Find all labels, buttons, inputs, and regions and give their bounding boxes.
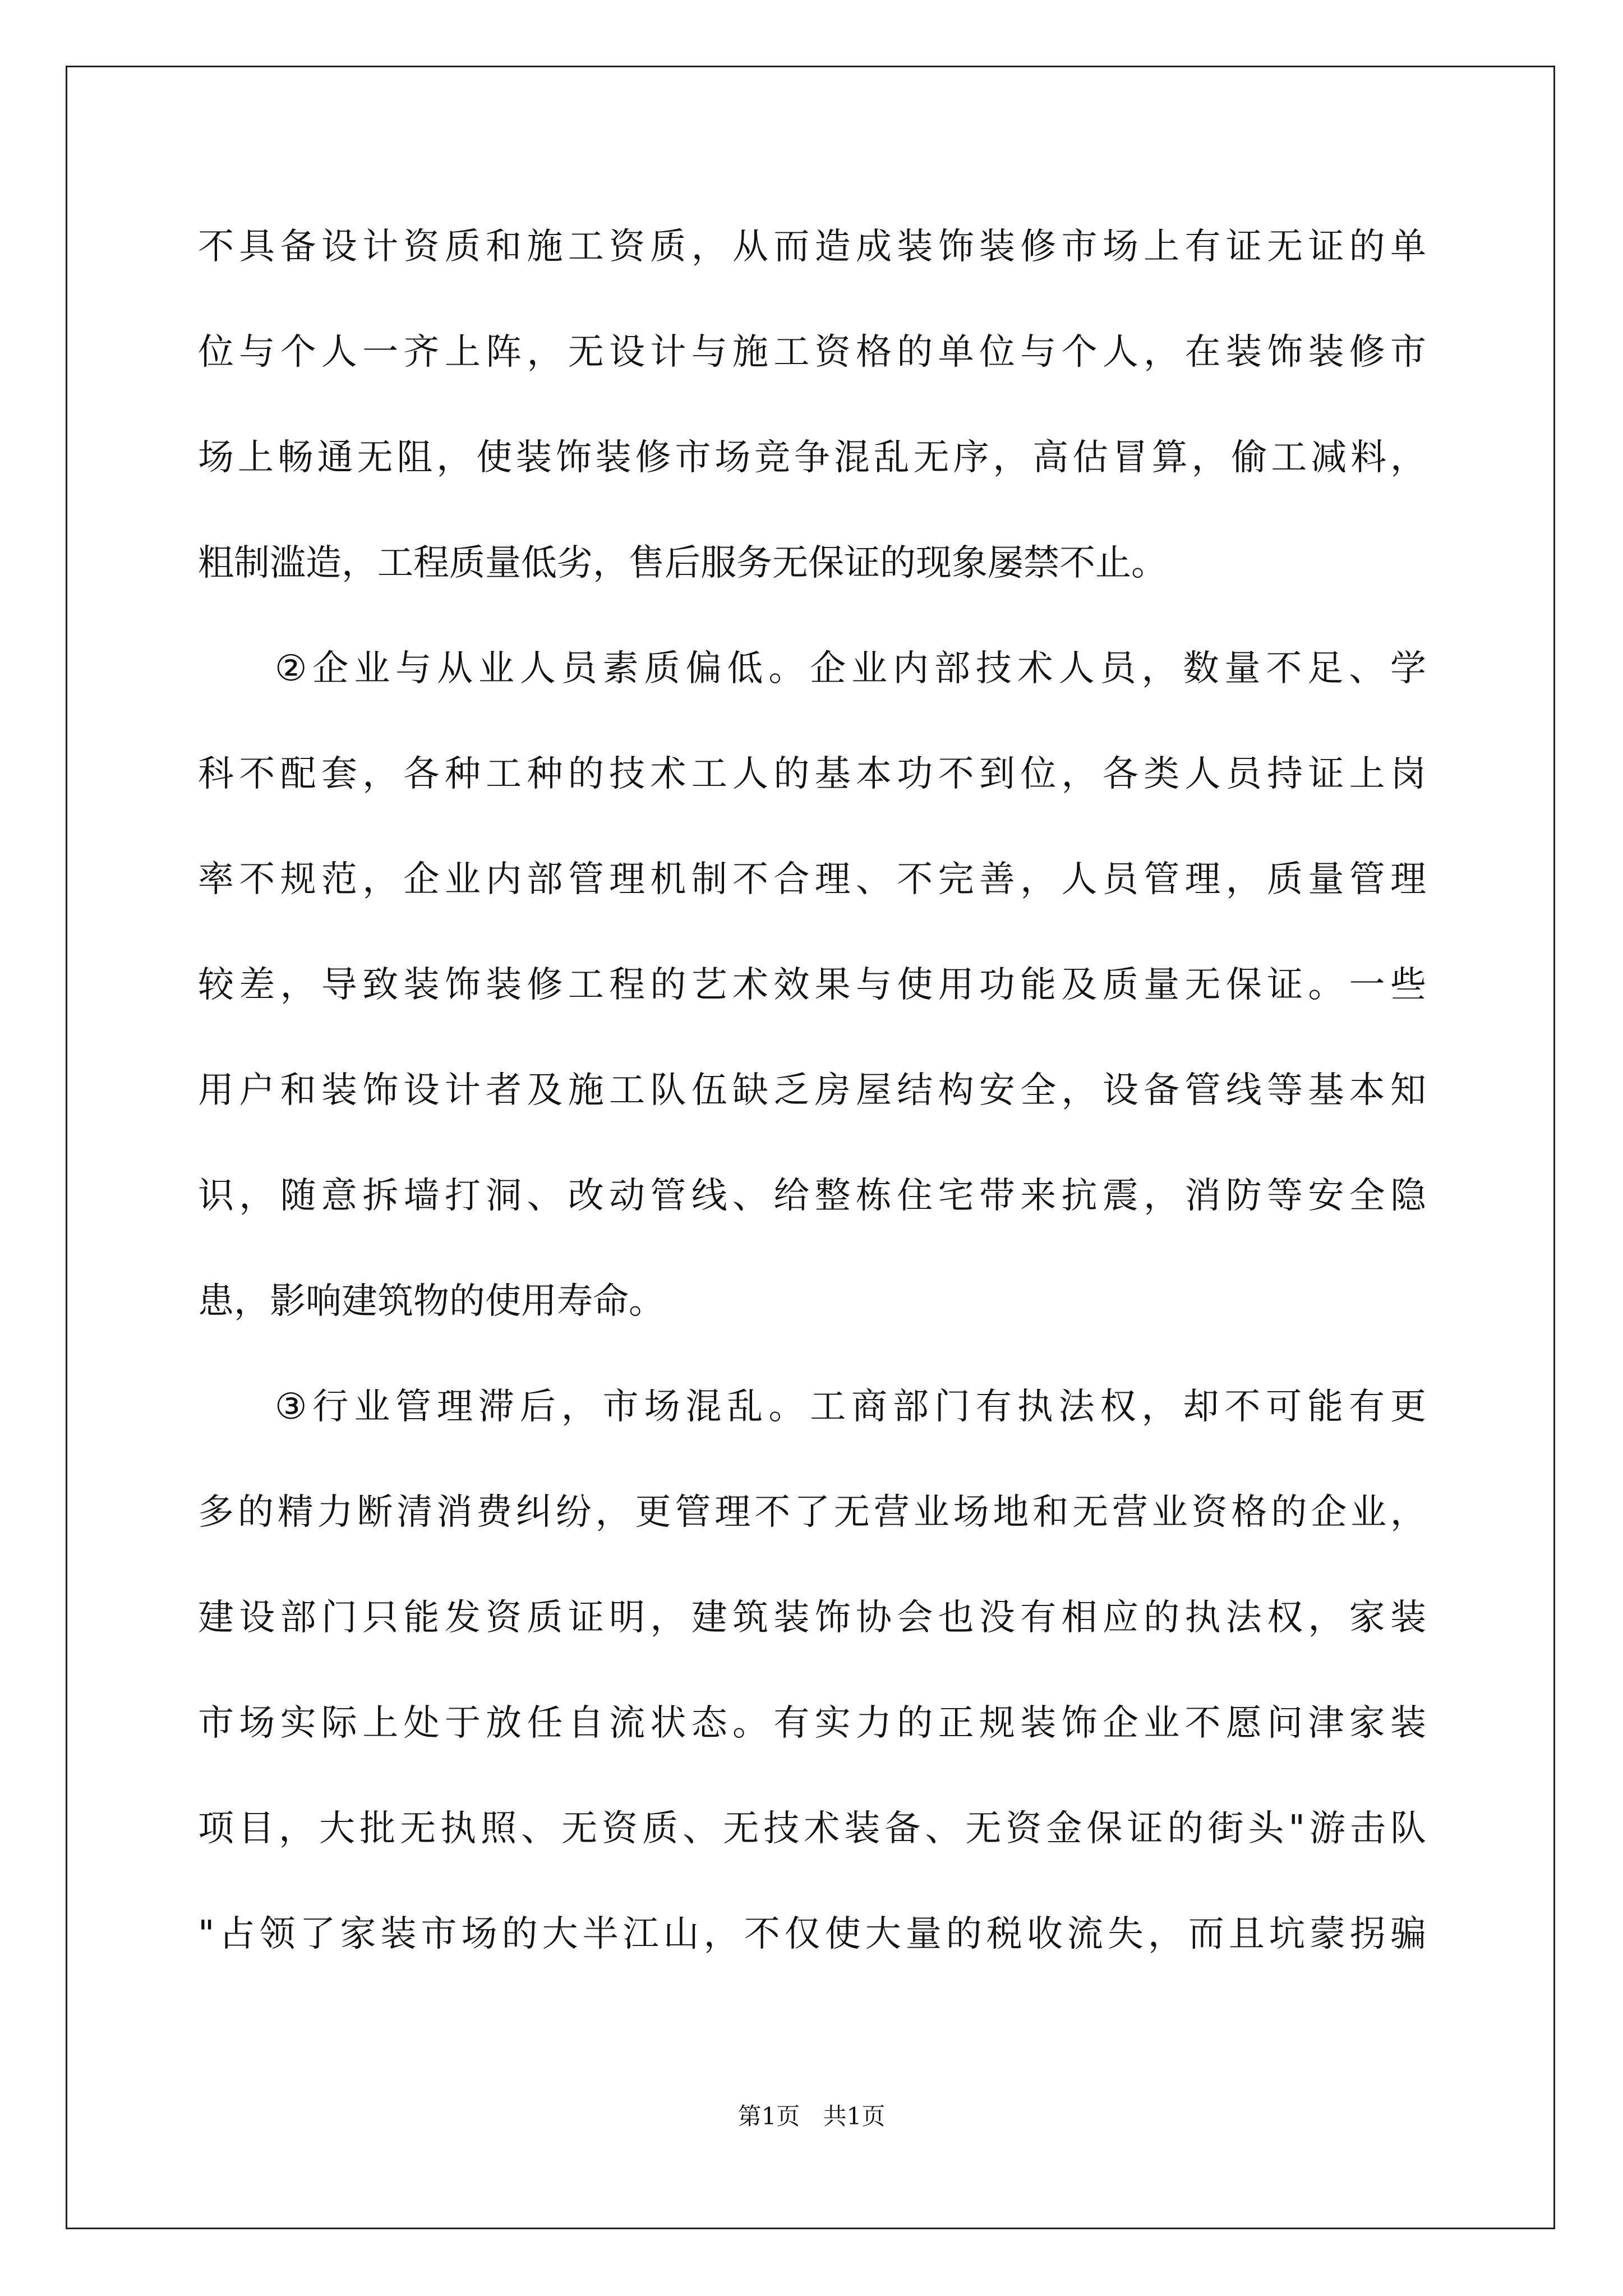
text-line: 位与个人一齐上阵，无设计与施工资格的单位与个人，在装饰装修市 xyxy=(198,332,1426,373)
text-line: ②企业与从业人员素质偏低。企业内部技术人员，数量不足、学 xyxy=(275,648,1426,689)
page-footer xyxy=(0,2100,1623,2133)
text-line: 场上畅通无阻，使装饰装修市场竞争混乱无序，高估冒算，偷工减料， xyxy=(198,437,1426,478)
text-line: 较差，导致装饰装修工程的艺术效果与使用功能及质量无保证。一些 xyxy=(198,964,1426,1006)
text-line: 市场实际上处于放任自流状态。有实力的正规装饰企业不愿问津家装 xyxy=(198,1703,1426,1744)
text-line: 不具备设计资质和施工资质，从而造成装饰装修市场上有证无证的单 xyxy=(198,226,1426,268)
text-line: 多的精力断清消费纠纷，更管理不了无营业场地和无营业资格的企业， xyxy=(198,1492,1426,1533)
text-line: 建设部门只能发资质证明，建筑装饰协会也没有相应的执法权，家装 xyxy=(198,1597,1426,1639)
text-line: 识，随意拆墙打洞、改动管线、给整栋住宅带来抗震，消防等安全隐 xyxy=(198,1175,1426,1217)
text-line: 用户和装饰设计者及施工队伍缺乏房屋结构安全，设备管线等基本知 xyxy=(198,1070,1426,1111)
page-total: 共1页 xyxy=(823,2102,886,2130)
text-line: 项目，大批无执照、无资质、无技术装备、无资金保证的街头"游击队 xyxy=(198,1808,1426,1849)
text-line: 粗制滥造，工程质量低劣，售后服务无保证的现象屡禁不止。 xyxy=(198,542,1167,584)
text-line: ③行业管理滞后，市场混乱。工商部门有执法权，却不可能有更 xyxy=(275,1386,1426,1428)
page-number: 第1页 xyxy=(737,2102,800,2130)
text-line: 患，影响建筑物的使用寿命。 xyxy=(198,1281,665,1322)
text-line: 科不配套，各种工种的技术工人的基本功不到位，各类人员持证上岗 xyxy=(198,753,1426,795)
text-line: "占领了家装市场的大半江山，不仅使大量的税收流失，而且坑蒙拐骗 xyxy=(198,1913,1426,1955)
text-line: 率不规范，企业内部管理机制不合理、不完善，人员管理，质量管理 xyxy=(198,859,1426,900)
